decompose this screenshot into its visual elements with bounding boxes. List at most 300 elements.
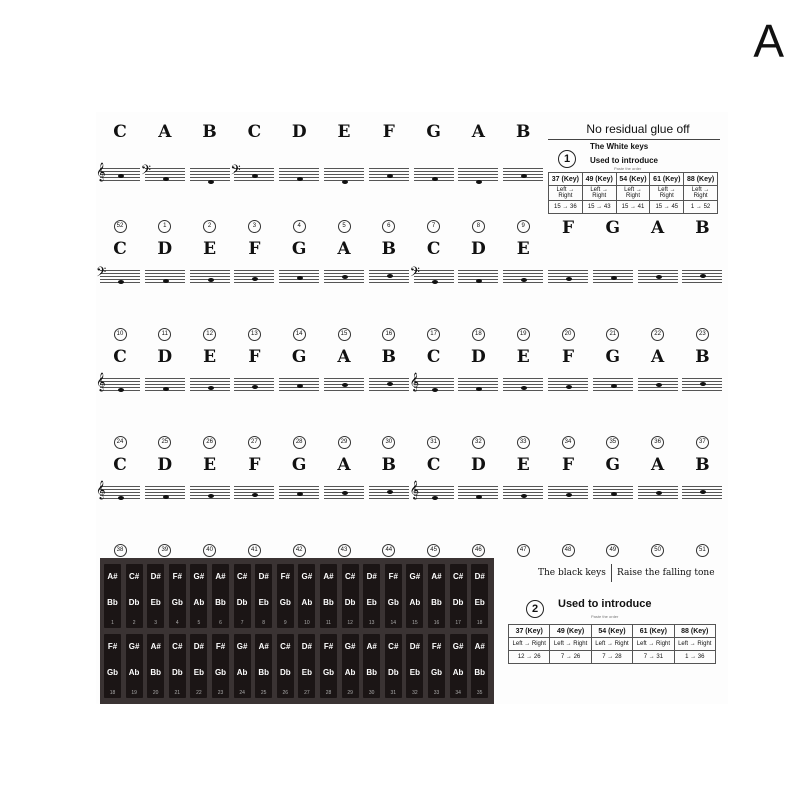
key-column xyxy=(277,212,321,259)
sharp-name: D# xyxy=(366,572,377,581)
flat-name: Ab xyxy=(409,598,421,607)
flat-name: Ab xyxy=(193,598,205,607)
direction-cell: Left → Right xyxy=(650,186,684,201)
black-key-sticker xyxy=(277,564,294,628)
staff xyxy=(456,270,500,284)
flat-name: Ab xyxy=(344,668,356,677)
note-head xyxy=(387,382,393,386)
note-letter: D xyxy=(157,455,173,475)
note-letter: F xyxy=(561,218,575,238)
note-head xyxy=(252,277,258,281)
sharp-name: G# xyxy=(301,572,313,581)
note-letter: E xyxy=(203,455,217,475)
black-key-sticker xyxy=(277,634,294,698)
sharp-name: C# xyxy=(236,572,248,581)
flat-name: Gb xyxy=(322,668,335,677)
key-index: 14 xyxy=(390,620,397,626)
table-header-row xyxy=(549,173,718,186)
note-letter: C xyxy=(113,122,127,142)
key-column xyxy=(501,212,545,259)
key-column xyxy=(188,320,232,367)
flat-name: Gb xyxy=(214,668,227,677)
note-letter: E xyxy=(203,347,217,367)
note-letter: F xyxy=(561,347,575,367)
black-key-sticker xyxy=(147,634,164,698)
panel1-key-table xyxy=(548,172,718,214)
note-head xyxy=(566,493,572,497)
note-head xyxy=(700,382,706,386)
flat-name: Gb xyxy=(171,598,183,607)
flat-name: Ab xyxy=(236,668,248,677)
staff xyxy=(322,270,366,284)
panel1-circle: 1 xyxy=(558,150,576,168)
staff xyxy=(232,486,276,500)
note-head xyxy=(476,180,482,184)
range-cell: 7 → 31 xyxy=(633,651,674,664)
row-3 xyxy=(96,428,728,520)
key-column xyxy=(232,428,276,475)
key-column xyxy=(456,428,500,475)
note-letter: C xyxy=(426,455,441,475)
key-column xyxy=(546,428,590,475)
direction-cell: Left → Right xyxy=(633,638,674,651)
key-column xyxy=(232,536,276,557)
key-count-cell: 54 (Key) xyxy=(591,625,632,638)
staff xyxy=(140,162,187,182)
staff xyxy=(232,378,276,392)
key-number: 35 xyxy=(606,436,619,449)
note-label xyxy=(277,122,321,142)
key-count-cell: 37 (Key) xyxy=(509,625,550,638)
clef-icon: 𝄢 xyxy=(409,264,420,283)
note-head xyxy=(432,280,438,284)
headline: No residual glue off xyxy=(586,122,690,136)
key-number: 1 xyxy=(158,220,171,233)
key-index: 12 xyxy=(347,620,353,626)
note-letter: E xyxy=(337,122,351,142)
flat-name: Bb xyxy=(366,668,378,677)
note-letter: D xyxy=(471,239,486,259)
black-key-sticker xyxy=(147,564,164,628)
black-key-sticker xyxy=(212,564,229,628)
key-number: 22 xyxy=(651,328,664,341)
direction-cell: Left → Right xyxy=(616,186,650,201)
note-letter: G xyxy=(426,122,441,142)
row-4-numbers xyxy=(96,536,728,552)
flat-name: Eb xyxy=(301,668,312,677)
staff xyxy=(367,270,411,284)
note-letter: G xyxy=(605,347,621,367)
staff xyxy=(96,264,142,284)
key-number: 15 xyxy=(338,328,351,341)
key-index: 33 xyxy=(433,690,440,696)
black-key-sticker xyxy=(428,634,445,698)
key-column xyxy=(456,536,500,557)
key-column xyxy=(322,536,366,557)
note-letter: F xyxy=(382,122,395,142)
note-head xyxy=(387,490,393,494)
key-index: 1 xyxy=(111,620,114,626)
flat-name: Bb xyxy=(431,598,442,607)
key-column xyxy=(546,212,590,238)
key-number: 31 xyxy=(427,436,440,449)
sharp-name: F# xyxy=(388,572,398,581)
flat-name: Eb xyxy=(258,598,269,607)
flat-name: Bb xyxy=(107,598,118,607)
note-letter: G xyxy=(291,347,307,367)
staff xyxy=(96,372,142,392)
key-number: 45 xyxy=(427,544,440,557)
key-index: 10 xyxy=(304,620,310,626)
staff xyxy=(322,486,366,500)
staff xyxy=(367,378,411,392)
key-column xyxy=(188,212,232,259)
note-head xyxy=(656,491,662,495)
flat-name: Eb xyxy=(409,668,420,677)
key-number: 47 xyxy=(517,544,530,557)
sharp-name: A# xyxy=(258,642,269,651)
range-cell: 7 → 28 xyxy=(591,651,632,664)
table-direction-row xyxy=(509,638,716,651)
flat-name: Db xyxy=(452,598,464,607)
staff xyxy=(409,480,456,500)
staff xyxy=(188,378,232,392)
note-letter: D xyxy=(291,122,307,142)
key-index: 35 xyxy=(476,690,483,696)
clef-icon: 𝄞 xyxy=(409,372,420,391)
key-number: 14 xyxy=(293,328,306,341)
sharp-name: D# xyxy=(193,642,204,651)
key-number: 30 xyxy=(382,436,395,449)
sharp-name: D# xyxy=(474,572,485,581)
key-column xyxy=(322,428,366,475)
sharp-name: D# xyxy=(150,572,161,581)
flat-name: Ab xyxy=(301,598,313,607)
key-index: 2 xyxy=(132,620,136,626)
flat-name: Db xyxy=(236,598,248,607)
sharp-name: G# xyxy=(344,642,356,651)
flat-name: Gb xyxy=(430,668,443,677)
sharp-name: A# xyxy=(215,572,226,581)
flat-name: Db xyxy=(171,668,183,677)
note-head xyxy=(208,494,214,498)
key-number: 10 xyxy=(114,328,127,341)
note-letter: B xyxy=(381,347,396,367)
flat-name: Bb xyxy=(258,668,270,677)
flat-name: Gb xyxy=(279,598,291,607)
panel2-key-table xyxy=(508,624,716,664)
key-column xyxy=(232,320,276,367)
note-letter: D xyxy=(471,347,486,367)
sharp-name: F# xyxy=(172,572,182,581)
note-letter: G xyxy=(291,239,307,259)
black-key-sticker xyxy=(234,634,251,698)
direction-cell: Left → Right xyxy=(549,186,583,201)
key-number: 36 xyxy=(651,436,664,449)
staff xyxy=(501,486,545,500)
key-number: 37 xyxy=(696,436,709,449)
black-key-sticker xyxy=(255,634,272,698)
key-index: 23 xyxy=(217,690,224,696)
black-key-sticker xyxy=(190,634,207,698)
key-index: 9 xyxy=(283,620,287,626)
note-head xyxy=(656,275,662,279)
note-head xyxy=(611,276,617,280)
staff xyxy=(591,378,635,392)
piano-sticker-sheet xyxy=(96,112,728,704)
sharp-name: D# xyxy=(258,572,269,581)
black-key-sticker xyxy=(298,564,315,628)
flat-name: Eb xyxy=(474,598,485,607)
key-index: 13 xyxy=(368,620,375,626)
key-column xyxy=(277,536,321,557)
staff xyxy=(143,378,187,392)
key-number: 2 xyxy=(203,220,216,233)
note-head xyxy=(118,174,124,178)
key-index: 8 xyxy=(262,620,266,626)
note-letter: B xyxy=(381,239,396,259)
key-column xyxy=(501,428,545,475)
key-column xyxy=(546,536,590,557)
black-key-sticker xyxy=(406,634,423,698)
note-head xyxy=(163,177,169,181)
black-key-sticker xyxy=(320,564,337,628)
black-key-sticker xyxy=(342,634,359,698)
key-column xyxy=(232,212,276,259)
flat-name: Ab xyxy=(452,668,464,677)
note-letter: A xyxy=(158,122,172,142)
range-cell: 15 → 43 xyxy=(582,201,616,214)
note-head xyxy=(208,386,214,390)
black-key-sticker xyxy=(104,564,121,628)
note-head xyxy=(611,384,617,388)
black-key-sticker xyxy=(342,564,359,628)
key-index: 27 xyxy=(304,690,310,696)
key-column xyxy=(367,212,411,259)
clef-icon: 𝄞 xyxy=(96,162,106,181)
note-letter: E xyxy=(516,347,530,367)
sharp-name: C# xyxy=(128,572,140,581)
staff xyxy=(188,168,232,182)
staff xyxy=(230,162,276,182)
staff xyxy=(546,486,590,500)
key-number: 11 xyxy=(158,328,171,341)
key-number: 34 xyxy=(562,436,575,449)
note-head xyxy=(342,383,348,387)
black-key-sticker xyxy=(126,634,143,698)
black-key-sticker xyxy=(298,634,315,698)
flat-name: Db xyxy=(128,598,140,607)
flat-name: Db xyxy=(387,668,399,677)
key-index: 20 xyxy=(152,690,159,696)
key-index: 34 xyxy=(455,690,461,696)
key-count-cell: 61 (Key) xyxy=(633,625,674,638)
note-letter: E xyxy=(516,239,530,259)
note-letter: A xyxy=(650,347,665,367)
note-head xyxy=(387,174,393,178)
note-head xyxy=(656,383,662,387)
direction-cell: Left → Right xyxy=(550,638,591,651)
key-index: 5 xyxy=(197,620,201,626)
sharp-name: A# xyxy=(323,572,334,581)
key-number: 9 xyxy=(517,220,530,233)
staff xyxy=(277,168,321,182)
staff xyxy=(367,168,411,182)
key-column xyxy=(322,320,366,367)
note-head xyxy=(208,180,214,184)
staff xyxy=(680,378,724,392)
key-column xyxy=(277,428,321,475)
staff xyxy=(188,486,232,500)
key-index: 26 xyxy=(282,690,289,696)
row-1 xyxy=(96,212,728,304)
key-index: 28 xyxy=(325,690,332,696)
key-column xyxy=(591,536,635,557)
key-number: 40 xyxy=(203,544,216,557)
clef-icon: 𝄢 xyxy=(140,162,152,181)
note-head xyxy=(342,275,348,279)
note-head xyxy=(118,388,124,392)
note-label xyxy=(456,122,500,142)
key-column xyxy=(98,212,142,259)
key-index: 4 xyxy=(175,620,179,626)
key-column xyxy=(412,536,456,557)
black-key-sticker xyxy=(234,564,251,628)
flat-name: Db xyxy=(344,598,356,607)
black-key-sticker xyxy=(190,564,207,628)
range-cell: 7 → 26 xyxy=(550,651,591,664)
note-head xyxy=(387,274,393,278)
staff xyxy=(591,486,635,500)
white-keys-panel xyxy=(548,112,728,210)
staff xyxy=(322,168,366,182)
note-head xyxy=(118,496,124,500)
key-column xyxy=(367,320,411,367)
black-key-sticker xyxy=(126,564,143,628)
key-index: 6 xyxy=(219,620,222,626)
key-number: 5 xyxy=(338,220,351,233)
black-key-sticker xyxy=(104,634,121,698)
flat-name: Bb xyxy=(474,668,486,677)
key-index: 30 xyxy=(368,690,375,696)
note-letter: C xyxy=(426,239,441,259)
sharp-name: F# xyxy=(107,642,118,651)
note-letter: B xyxy=(202,122,217,142)
key-number: 21 xyxy=(606,328,619,341)
sharp-name: C# xyxy=(172,642,183,651)
key-number: 13 xyxy=(248,328,261,341)
key-column xyxy=(636,536,680,557)
key-number: 42 xyxy=(293,544,306,557)
key-number: 50 xyxy=(651,544,664,557)
note-letter: A xyxy=(650,218,665,238)
key-column xyxy=(412,212,456,259)
note-letter: G xyxy=(605,455,621,475)
black-key-sticker xyxy=(385,564,402,628)
sharp-name: G# xyxy=(452,642,464,651)
key-column xyxy=(680,536,724,557)
note-letter: D xyxy=(471,455,486,475)
key-index: 24 xyxy=(239,690,245,696)
clef-icon: 𝄢 xyxy=(96,264,107,283)
note-head xyxy=(118,280,124,284)
key-number: 4 xyxy=(293,220,306,233)
key-index: 18 xyxy=(476,620,483,626)
note-letter: A xyxy=(337,347,351,367)
sharp-name: F# xyxy=(323,642,334,651)
note-head xyxy=(700,274,706,278)
key-column xyxy=(680,212,724,238)
key-number: 25 xyxy=(158,436,171,449)
key-index: 18 xyxy=(109,690,116,696)
black-key-stickers xyxy=(100,558,494,704)
key-number: 24 xyxy=(114,436,127,449)
key-index: 3 xyxy=(154,620,158,626)
note-head xyxy=(163,279,169,283)
black-key-sticker xyxy=(406,564,423,628)
sharp-name: C# xyxy=(388,642,399,651)
key-number: 7 xyxy=(427,220,440,233)
note-head xyxy=(611,492,617,496)
panel1-note: Paste the order xyxy=(614,166,642,171)
sharp-name: G# xyxy=(128,642,140,651)
key-column xyxy=(680,428,724,475)
note-letter: A xyxy=(337,239,351,259)
direction-cell: Left → Right xyxy=(509,638,550,651)
note-head xyxy=(163,495,169,499)
note-label xyxy=(322,122,366,142)
table-range-row xyxy=(509,651,716,664)
black-key-sticker xyxy=(255,564,272,628)
sharp-name: G# xyxy=(236,642,248,651)
flat-name: Bb xyxy=(215,598,226,607)
staff xyxy=(277,270,321,284)
staff xyxy=(546,378,590,392)
clef-icon: 𝄢 xyxy=(230,162,241,181)
clef-icon: 𝄞 xyxy=(96,480,106,499)
staff xyxy=(96,162,142,182)
key-column xyxy=(188,536,232,557)
staff xyxy=(143,486,187,500)
black-key-sticker xyxy=(363,564,380,628)
sharp-name: G# xyxy=(193,572,205,581)
sharp-name: A# xyxy=(107,572,118,581)
key-column xyxy=(143,212,187,259)
key-number: 44 xyxy=(382,544,395,557)
staff xyxy=(322,378,366,392)
range-cell: 1 → 52 xyxy=(684,201,718,214)
key-number: 12 xyxy=(203,328,216,341)
black-keys-label: The black keys xyxy=(538,568,606,578)
staff xyxy=(456,378,500,392)
note-letter: G xyxy=(605,218,621,238)
key-column xyxy=(322,212,366,259)
staff xyxy=(501,168,545,182)
key-number: 52 xyxy=(114,220,127,233)
key-index: 17 xyxy=(455,620,461,626)
black-key-sticker xyxy=(320,634,337,698)
note-head xyxy=(432,496,438,500)
note-letter: G xyxy=(291,455,307,475)
raise-falling-label: Raise the falling tone xyxy=(617,568,715,578)
note-letter: D xyxy=(157,347,173,367)
key-count-cell: 49 (Key) xyxy=(550,625,591,638)
black-key-sticker xyxy=(450,564,467,628)
direction-cell: Left → Right xyxy=(674,638,715,651)
range-cell: 15 → 41 xyxy=(616,201,650,214)
note-letter: A xyxy=(471,122,485,142)
key-column xyxy=(680,320,724,367)
